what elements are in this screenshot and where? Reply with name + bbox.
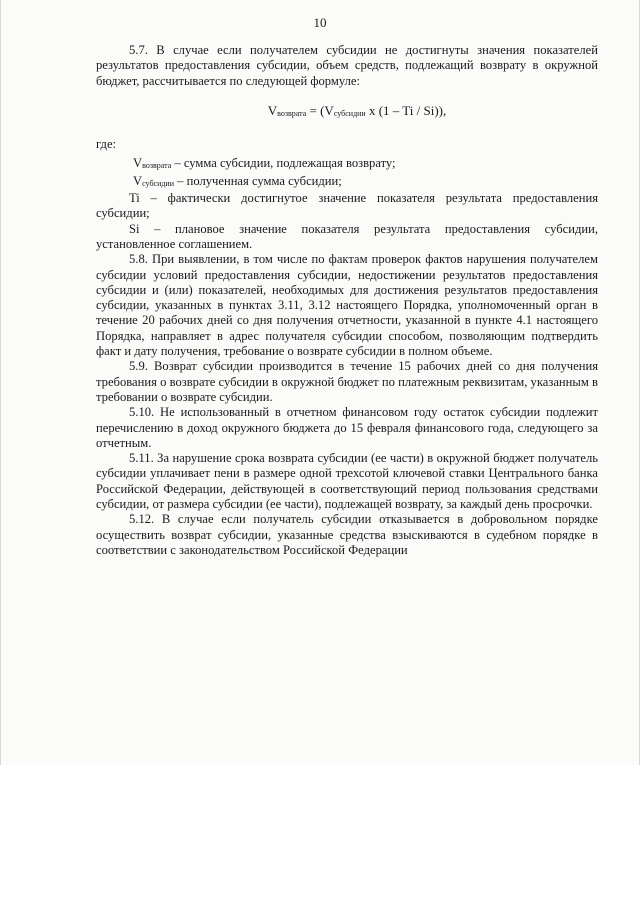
blank-area bbox=[0, 765, 640, 905]
paragraph-5-7: 5.7. В случае если получателем субсидии не достигнуты значения показателей результатов предоставления субсидии, объем средств, подлежащий возврату в окружной бюджет, рассчитывается по следующей формуле: bbox=[96, 43, 598, 88]
formula-tail: x (1 – Ti / Si)), bbox=[365, 102, 447, 118]
page-number: 10 bbox=[313, 15, 327, 30]
where-label: где: bbox=[96, 137, 117, 152]
definition-v-subsidy bbox=[96, 174, 598, 191]
def-v-subsidy-sub: субсидии bbox=[142, 178, 174, 188]
def-v-return-sub: возврата bbox=[142, 161, 172, 171]
paragraph-5-10: 5.10. Не использованный в отчетном финансовом году остаток субсидии подлежит перечислению в доход окружного бюджета до 15 февраля финансового года, следующего за отчетным. bbox=[96, 405, 598, 450]
definition-si: Si – плановое значение показателя результата предоставления субсидии, установленное соглашением. bbox=[96, 221, 598, 251]
paragraph-5-8: 5.8. При выявлении, в том числе по фактам проверок фактов нарушения получателем субсидии условий предоставления субсидии, недостижении результатов предоставления субсидии и (или) показателей, необходимых для достижения результатов предоставления субсидии, указанных в пунктах 3.11, 3.12 настоящего Порядка, уполномоченный орган в течение 20 рабочих дней со дня получения отчетности, указанной в пункте 4.1 настоящего Порядка, направляет в адрес получателя субсидии способом, позволяющим подтвердить факт и дату получения, требование о возврате субсидии в полном объеме. bbox=[96, 252, 598, 359]
def-v-return-letter: V bbox=[133, 156, 143, 171]
definition-ti: Ti – фактически достигнутое значение показателя результата предоставления субсидии; bbox=[96, 191, 598, 221]
formula-sub-return: возврата bbox=[277, 108, 307, 118]
document-body bbox=[96, 43, 598, 558]
formula-middle: = (V bbox=[306, 102, 334, 118]
definition-v-return bbox=[96, 156, 598, 173]
formula-v-letter: V bbox=[267, 102, 278, 118]
paragraph-5-12: 5.12. В случае если получатель субсидии отказывается в добровольном порядке осуществить возврат субсидии, указанные средства взыскиваются в судебном порядке в соответствии с законодательством Российской Федерации bbox=[96, 512, 598, 557]
def-v-return-text: – сумма субсидии, подлежащая возврату; bbox=[171, 156, 396, 171]
paragraph-5-9: 5.9. Возврат субсидии производится в течение 15 рабочих дней со дня получения требования о возврате субсидии в окружной бюджет по платежным реквизитам, указанным в требовании о возврате субсидии. bbox=[96, 359, 598, 404]
return-formula bbox=[96, 103, 598, 121]
paragraph-5-11: 5.11. За нарушение срока возврата субсидии (ее части) в окружной бюджет получатель субсидии уплачивает пени в размере одной трехсотой ключевой ставки Центрального банка Российской Федерации, действующей в соответствующий период пользования средствами субсидии, от размера субсидии (ее части), подлежащей возврату, за каждый день просрочки. bbox=[96, 451, 598, 512]
def-v-subsidy-text: – полученная сумма субсидии; bbox=[173, 173, 342, 188]
def-v-subsidy-letter: V bbox=[133, 173, 143, 188]
formula-sub-subsidy: субсидии bbox=[333, 108, 366, 118]
